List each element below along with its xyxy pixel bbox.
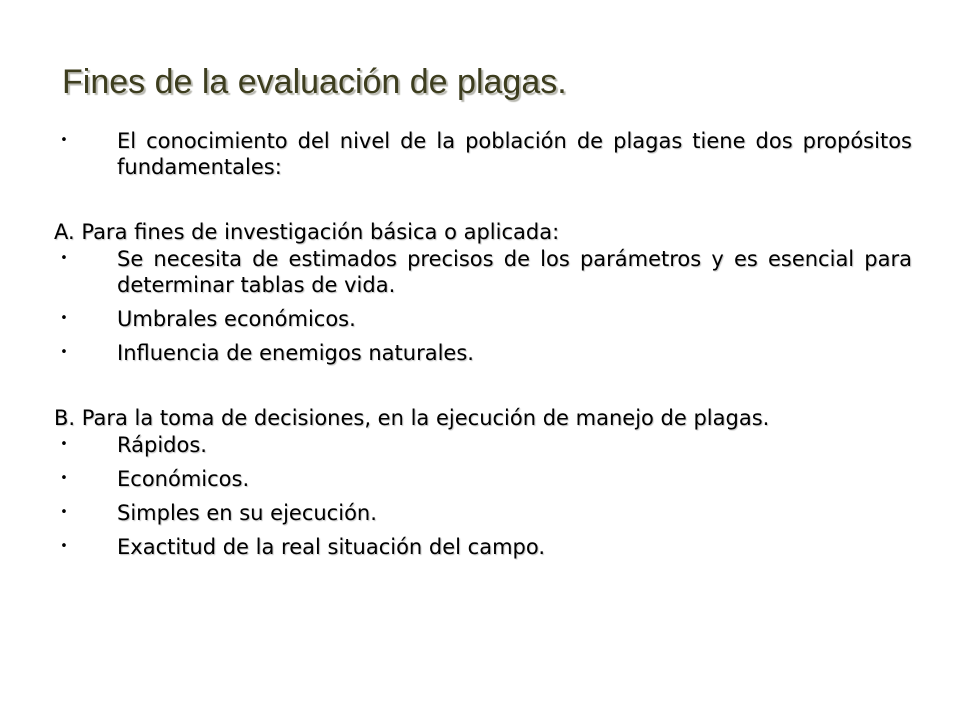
- bullet-icon: •: [60, 251, 68, 266]
- section-b-item-text: Económicos.: [117, 467, 250, 491]
- section-b-item-text: Simples en su ejecución.: [117, 501, 377, 525]
- section-a-item: [54, 306, 912, 332]
- section-b-item: [54, 432, 912, 458]
- section-a-item-text: Umbrales económicos.: [117, 307, 356, 331]
- section-b-item-text: Rápidos.: [117, 433, 207, 457]
- section-b-heading: B. Para la toma de decisiones, en la ejecución de manejo de plagas.: [54, 406, 770, 430]
- section-b-item: [54, 500, 912, 526]
- section-a-item: [54, 340, 912, 366]
- bullet-icon: •: [60, 133, 68, 148]
- slide-body: [54, 128, 912, 560]
- bullet-icon: •: [60, 311, 68, 326]
- bullet-icon: •: [60, 437, 68, 452]
- section-b-item-text: Exactitud de la real situación del campo.: [117, 535, 546, 559]
- section-a-heading: A. Para fines de investigación básica o aplicada:: [54, 220, 560, 244]
- slide-title: Fines de la evaluación de plagas.: [62, 63, 567, 101]
- intro-bullet: [54, 128, 912, 180]
- bullet-icon: •: [60, 505, 68, 520]
- intro-text: El conocimiento del nivel de la población de plagas tiene dos propósitos fundamentales:: [117, 129, 912, 179]
- section-a-item-text: Se necesita de estimados precisos de los parámetros y es esencial para determinar tablas de vida.: [117, 247, 912, 297]
- section-b-item: [54, 534, 912, 560]
- section-a-item-text: Influencia de enemigos naturales.: [117, 341, 474, 365]
- section-b-item: [54, 466, 912, 492]
- bullet-icon: •: [60, 345, 68, 360]
- bullet-icon: •: [60, 471, 68, 486]
- bullet-icon: •: [60, 539, 68, 554]
- section-a-item: [54, 246, 912, 298]
